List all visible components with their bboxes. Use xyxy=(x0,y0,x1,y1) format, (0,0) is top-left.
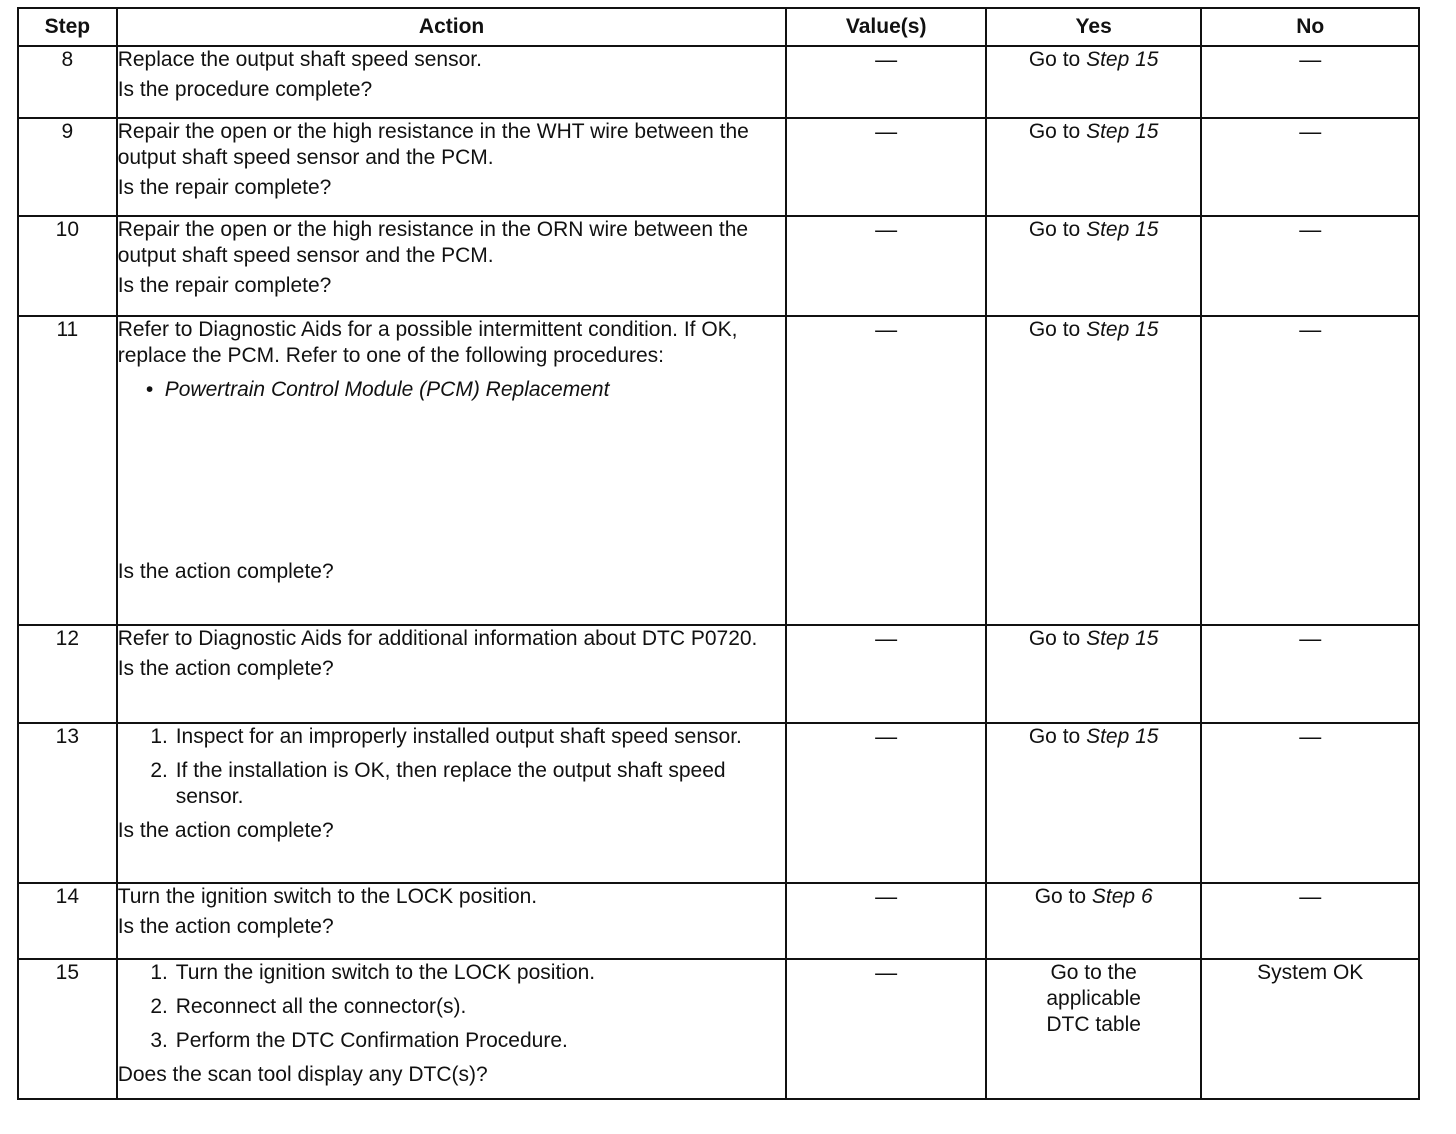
table-row xyxy=(18,959,1419,1099)
header-row xyxy=(18,8,1419,46)
step-number: 14 xyxy=(18,883,117,959)
action-step-item: 1. Turn the ignition switch to the LOCK position. xyxy=(174,960,786,986)
table-row xyxy=(18,216,1419,316)
value-cell xyxy=(786,118,985,216)
action-cell xyxy=(117,625,787,723)
yes-step-ref: Step 6 xyxy=(1091,885,1153,908)
action-question: Is the procedure complete? xyxy=(117,78,373,101)
action-step-item: 1. Inspect for an improperly installed output shaft speed sensor. xyxy=(174,724,786,750)
action-question: Is the action complete? xyxy=(117,819,334,842)
header-no: No xyxy=(1201,8,1419,46)
value-cell xyxy=(786,883,985,959)
procedure-link[interactable]: Powertrain Control Module (PCM) Replacement xyxy=(164,378,610,401)
yes-step-ref: Step 15 xyxy=(1086,725,1159,748)
yes-text: Go to the applicable DTC table xyxy=(1046,961,1141,1036)
no-dash: — xyxy=(1299,626,1322,651)
yes-step-ref: Step 15 xyxy=(1086,218,1159,241)
yes-cell xyxy=(986,46,1202,118)
table-row xyxy=(18,316,1419,625)
action-text: Repair the open or the high resistance in the WHT wire between the output shaft speed sensor and the PCM. xyxy=(117,120,749,169)
yes-prefix: Go to xyxy=(1028,120,1081,143)
value-dash: — xyxy=(875,317,898,342)
value-dash: — xyxy=(875,626,898,651)
no-dash: — xyxy=(1299,317,1322,342)
yes-prefix: Go to xyxy=(1028,218,1081,241)
action-text: Repair the open or the high resistance in the ORN wire between the output shaft speed sensor and the PCM. xyxy=(117,218,749,267)
no-cell xyxy=(1201,316,1419,625)
value-dash: — xyxy=(875,884,898,909)
header-step: Step xyxy=(18,8,117,46)
action-question: Is the repair complete? xyxy=(117,176,332,199)
step-number: 15 xyxy=(18,959,117,1099)
yes-prefix: Go to xyxy=(1028,318,1081,341)
yes-cell xyxy=(986,118,1202,216)
yes-prefix: Go to xyxy=(1028,627,1081,650)
header-yes: Yes xyxy=(986,8,1202,46)
no-dash: — xyxy=(1299,884,1322,909)
no-cell xyxy=(1201,216,1419,316)
no-dash: — xyxy=(1299,119,1322,144)
no-dash: — xyxy=(1299,217,1322,242)
no-cell xyxy=(1201,46,1419,118)
action-step-item: 2. Reconnect all the connector(s). xyxy=(174,994,786,1020)
step-number: 9 xyxy=(18,118,117,216)
action-question: Does the scan tool display any DTC(s)? xyxy=(117,1063,488,1086)
yes-cell xyxy=(986,216,1202,316)
no-dash: — xyxy=(1299,724,1322,749)
value-dash: — xyxy=(875,724,898,749)
yes-cell xyxy=(986,883,1202,959)
action-cell xyxy=(117,723,787,883)
spacer xyxy=(118,403,786,555)
yes-cell xyxy=(986,959,1202,1099)
action-steps xyxy=(118,724,786,810)
value-dash: — xyxy=(875,119,898,144)
table-row xyxy=(18,883,1419,959)
value-dash: — xyxy=(875,47,898,72)
header-values: Value(s) xyxy=(786,8,985,46)
action-text: Replace the output shaft speed sensor. xyxy=(117,48,482,71)
value-cell xyxy=(786,959,985,1099)
no-cell xyxy=(1201,723,1419,883)
step-number: 13 xyxy=(18,723,117,883)
action-cell xyxy=(117,959,787,1099)
diagnostic-table xyxy=(17,7,1420,1100)
no-cell xyxy=(1201,625,1419,723)
table-row xyxy=(18,625,1419,723)
yes-prefix: Go to xyxy=(1028,725,1081,748)
action-cell xyxy=(117,883,787,959)
yes-prefix: Go to xyxy=(1028,48,1081,71)
yes-step-ref: Step 15 xyxy=(1086,627,1159,650)
header-action: Action xyxy=(117,8,787,46)
action-question: Is the action complete? xyxy=(117,657,334,680)
value-cell xyxy=(786,46,985,118)
action-question: Is the action complete? xyxy=(117,560,334,583)
no-text: System OK xyxy=(1257,961,1364,984)
action-cell xyxy=(117,316,787,625)
action-text: Turn the ignition switch to the LOCK position. xyxy=(117,885,538,908)
no-cell xyxy=(1201,959,1419,1099)
table-row xyxy=(18,46,1419,118)
value-cell xyxy=(786,316,985,625)
action-cell xyxy=(117,46,787,118)
action-steps xyxy=(118,960,786,1054)
value-dash: — xyxy=(875,960,898,985)
action-text: Refer to Diagnostic Aids for additional information about DTC P0720. xyxy=(117,627,758,650)
yes-cell xyxy=(986,625,1202,723)
action-text: Refer to Diagnostic Aids for a possible intermittent condition. If OK, replace the PCM. Refer to one of the following procedures: xyxy=(117,318,738,367)
action-question: Is the action complete? xyxy=(117,915,334,938)
step-number: 10 xyxy=(18,216,117,316)
step-number: 8 xyxy=(18,46,117,118)
yes-step-ref: Step 15 xyxy=(1086,318,1159,341)
action-cell xyxy=(117,118,787,216)
action-question: Is the repair complete? xyxy=(117,274,332,297)
step-number: 12 xyxy=(18,625,117,723)
yes-prefix: Go to xyxy=(1034,885,1087,908)
yes-cell xyxy=(986,316,1202,625)
procedure-bullet: • Powertrain Control Module (PCM) Replacement xyxy=(145,378,610,401)
yes-step-ref: Step 15 xyxy=(1086,120,1159,143)
action-step-item: 3. Perform the DTC Confirmation Procedure. xyxy=(174,1028,786,1054)
table-row xyxy=(18,118,1419,216)
no-dash: — xyxy=(1299,47,1322,72)
step-number: 11 xyxy=(18,316,117,625)
value-cell xyxy=(786,216,985,316)
no-cell xyxy=(1201,118,1419,216)
table-row xyxy=(18,723,1419,883)
yes-step-ref: Step 15 xyxy=(1086,48,1159,71)
action-step-item: 2. If the installation is OK, then replace the output shaft speed sensor. xyxy=(174,758,786,810)
value-cell xyxy=(786,723,985,883)
action-cell xyxy=(117,216,787,316)
value-dash: — xyxy=(875,217,898,242)
no-cell xyxy=(1201,883,1419,959)
value-cell xyxy=(786,625,985,723)
yes-cell xyxy=(986,723,1202,883)
